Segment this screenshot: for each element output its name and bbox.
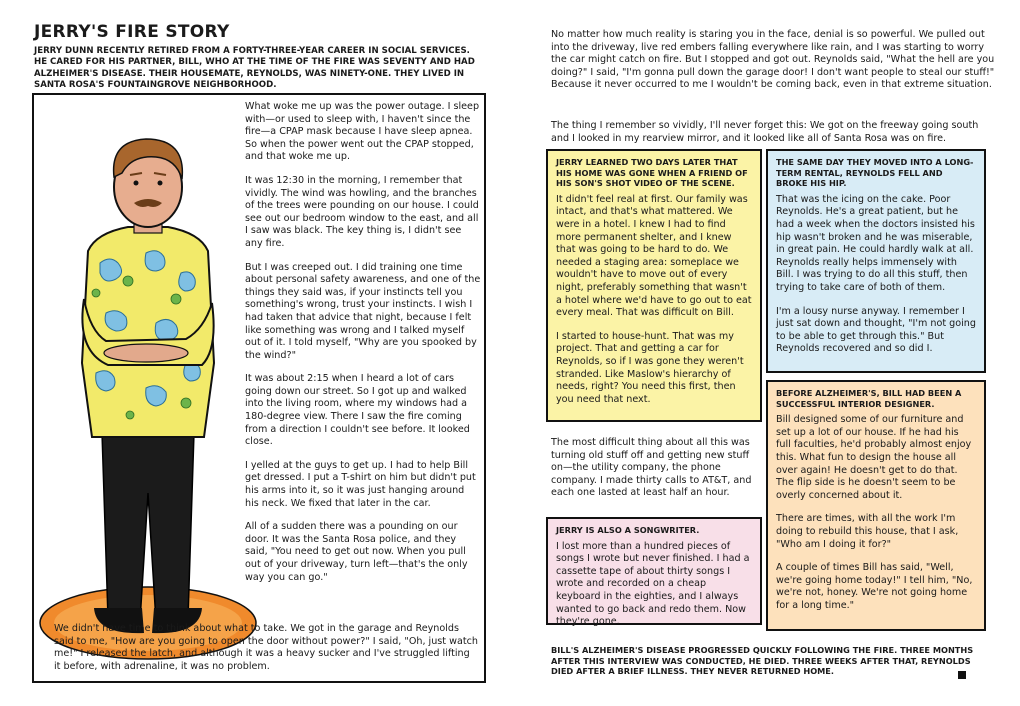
story-paragraph: It was 12:30 in the morning, I remember that vividly. The wind was howling, and the branches of the trees were pounding on our house. I could see out our bedroom window to the east, and all I saw was black. The key thing is, I didn't see any fire.	[245, 174, 479, 249]
story-paragraph: But I was creeped out. I did training one time about personal safety awareness, and one of the things they said was, if your instincts tell you something's wrong, trust your instincts. I wish I had taken that advice that night, because I felt like something was wrong and I talked myself out of it. I told myself, "Why are you spooked by the wind?"	[245, 261, 481, 361]
sidebar-box-home-gone	[546, 149, 762, 422]
end-mark-square-icon	[958, 671, 966, 679]
story-paragraph: I yelled at the guys to get up. I had to help Bill get dressed. I put a T-shirt on him but didn't put his arms into it, so it was just hanging around his neck. We fixed that later in the car.	[245, 459, 476, 509]
box-heading: JERRY LEARNED TWO DAYS LATER THAT HIS HOME WAS GONE WHEN A FRIEND OF HIS SON'S SHOT VIDEO OF THE SCENE.	[556, 157, 748, 189]
jerry-illustration	[36, 103, 268, 673]
sidebar-box-songwriter	[546, 517, 762, 628]
page-title: JERRY'S FIRE STORY	[34, 22, 230, 42]
box-paragraph: A couple of times Bill has said, "Well, we're going home today!" I tell him, "No, we're not, honey. We're not going home for a long time."	[776, 562, 973, 611]
box-paragraph: I lost more than a hundred pieces of songs I wrote but never finished. I had a cassette tape of about thirty songs I wrote and recorded on a cheap keyboard in the eighties, and I always wanted to go back and redo them. Now they're gone.	[556, 540, 750, 628]
box-paragraph: I'm a lousy nurse anyway. I remember I just sat down and thought, "I'm not going to be able to get through this." But Reynolds recovered and so did I.	[776, 305, 976, 355]
sidebar-box-interior-designer	[766, 380, 986, 631]
box-paragraph: It didn't feel real at first. Our family was intact, and that's what mattered. We were in a hotel. I knew I had to find more permanent shelter, and I knew that was going to be hard to do. We needed a staging area: someplace we wouldn't have to move out of every night, preferably something that wasn't a hotel where we'd have to go out to eat every meal. That was difficult on Bill.	[556, 193, 752, 319]
box-paragraph: There are times, with all the work I'm doing to rebuild this house, that I ask, "Who am I doing it for?"	[776, 513, 959, 550]
box-heading: THE SAME DAY THEY MOVED INTO A LONG-TERM RENTAL, REYNOLDS FELL AND BROKE HIS HIP.	[776, 157, 974, 189]
story-paragraph: What woke me up was the power outage. I sleep with—or used to sleep with, I haven't since the fire—a CPAP mask because I have sleep apnea. So when the power went out the CPAP stopped, and that woke me up.	[245, 101, 480, 163]
story-paragraph: All of a sudden there was a pounding on our door. It was the Santa Rosa police, and they said, "You need to get out now. When you pull out of your driveway, turn left—that's the only way you can go."	[245, 521, 468, 583]
sidebar-box-reynolds-hip	[766, 149, 986, 373]
closing-note: BILL'S ALZHEIMER'S DISEASE PROGRESSED QUICKLY FOLLOWING THE FIRE. THREE MONTHS AFTER THIS INTERVIEW WAS CONDUCTED, HE DIED. THREE WEEKS AFTER THAT, REYNOLDS DIED AFTER A BRIEF ILLNESS. THEY NEVER RETURNED HOME.	[551, 645, 974, 677]
box-paragraph: I started to house-hunt. That was my project. That and getting a car for Reynolds, so if I was gone they weren't stranded. Like Maslow's hierarchy of needs, right? You need this first, then you need that next.	[556, 330, 744, 405]
middle-paragraph: The most difficult thing about all this was turning old stuff off and getting new stuff on—the utility company, the phone company. I made thirty calls to AT&T, and each one lasted at least half an hour.	[551, 437, 752, 499]
box-paragraph: Bill designed some of our furniture and set up a lot of our house. If he had his full faculties, he'd probably almost enjoy this. What fun to design the house all over again! He doesn't get to do that. The flip side is he doesn't seem to be overly concerned about it.	[776, 414, 972, 501]
box-paragraph: That was the icing on the cake. Poor Reynolds. He's a great patient, but he had a week when the doctors insisted his hip wasn't broken and he was miserable, in great pain. He could hardly walk at all. Reynolds really helps immensely with Bill. I was trying to do all this stuff, then trying to take care of both of them.	[776, 193, 975, 293]
box-heading: BEFORE ALZHEIMER'S, BILL HAD BEEN A SUCCESSFUL INTERIOR DESIGNER.	[776, 388, 962, 409]
right-paragraph-2: The thing I remember so vividly, I'll never forget this: We got on the freeway going south and I looked in my rearview mirror, and it looked like all of Santa Rosa was on fire.	[551, 120, 979, 144]
main-story-column	[245, 101, 481, 595]
box-heading: JERRY IS ALSO A SONGWRITER.	[556, 525, 700, 535]
intro-text: JERRY DUNN RECENTLY RETIRED FROM A FORTY-THREE-YEAR CAREER IN SOCIAL SERVICES. HE CARED FOR HIS PARTNER, BILL, WHO AT THE TIME OF THE FIRE WAS SEVENTY AND HAD ALZHEIMER'S DISEASE. THEIR HOUSEMATE, REYNOLDS, WAS NINETY-ONE. THEY LIVED IN SANTA ROSA'S FOUNTAINGROVE NEIGHBORHOOD.	[34, 46, 475, 90]
right-paragraph-1: No matter how much reality is staring you in the face, denial is so powerful. We pulled out into the driveway, live red embers falling everywhere like rain, and I was starting to worry the car might catch on fire. But I stopped and got out. Reynolds said, "What the hell are you doing?" I said, "I'm gonna pull down the garage door! I don't want people to steal our stuff!" Because it never occurred to me I wouldn't be coming back, even in that extreme situation.	[551, 29, 995, 91]
main-story-panel	[32, 93, 486, 683]
story-paragraph-bottom: We didn't have time to think about what to take. We got in the garage and Reynolds said to me, "How are you going to open the door without power?" I said, "Oh, just watch me!" I released the latch, and although it was a heavy sucker and I've struggled lifting it before, with adrenaline, it was no problem.	[54, 623, 478, 672]
story-paragraph: It was about 2:15 when I heard a lot of cars going down our street. So I got up and walked into the living room, where my windows had a 180-degree view. There I saw the fire coming from a direction I couldn't see before. It looked close.	[245, 373, 470, 448]
